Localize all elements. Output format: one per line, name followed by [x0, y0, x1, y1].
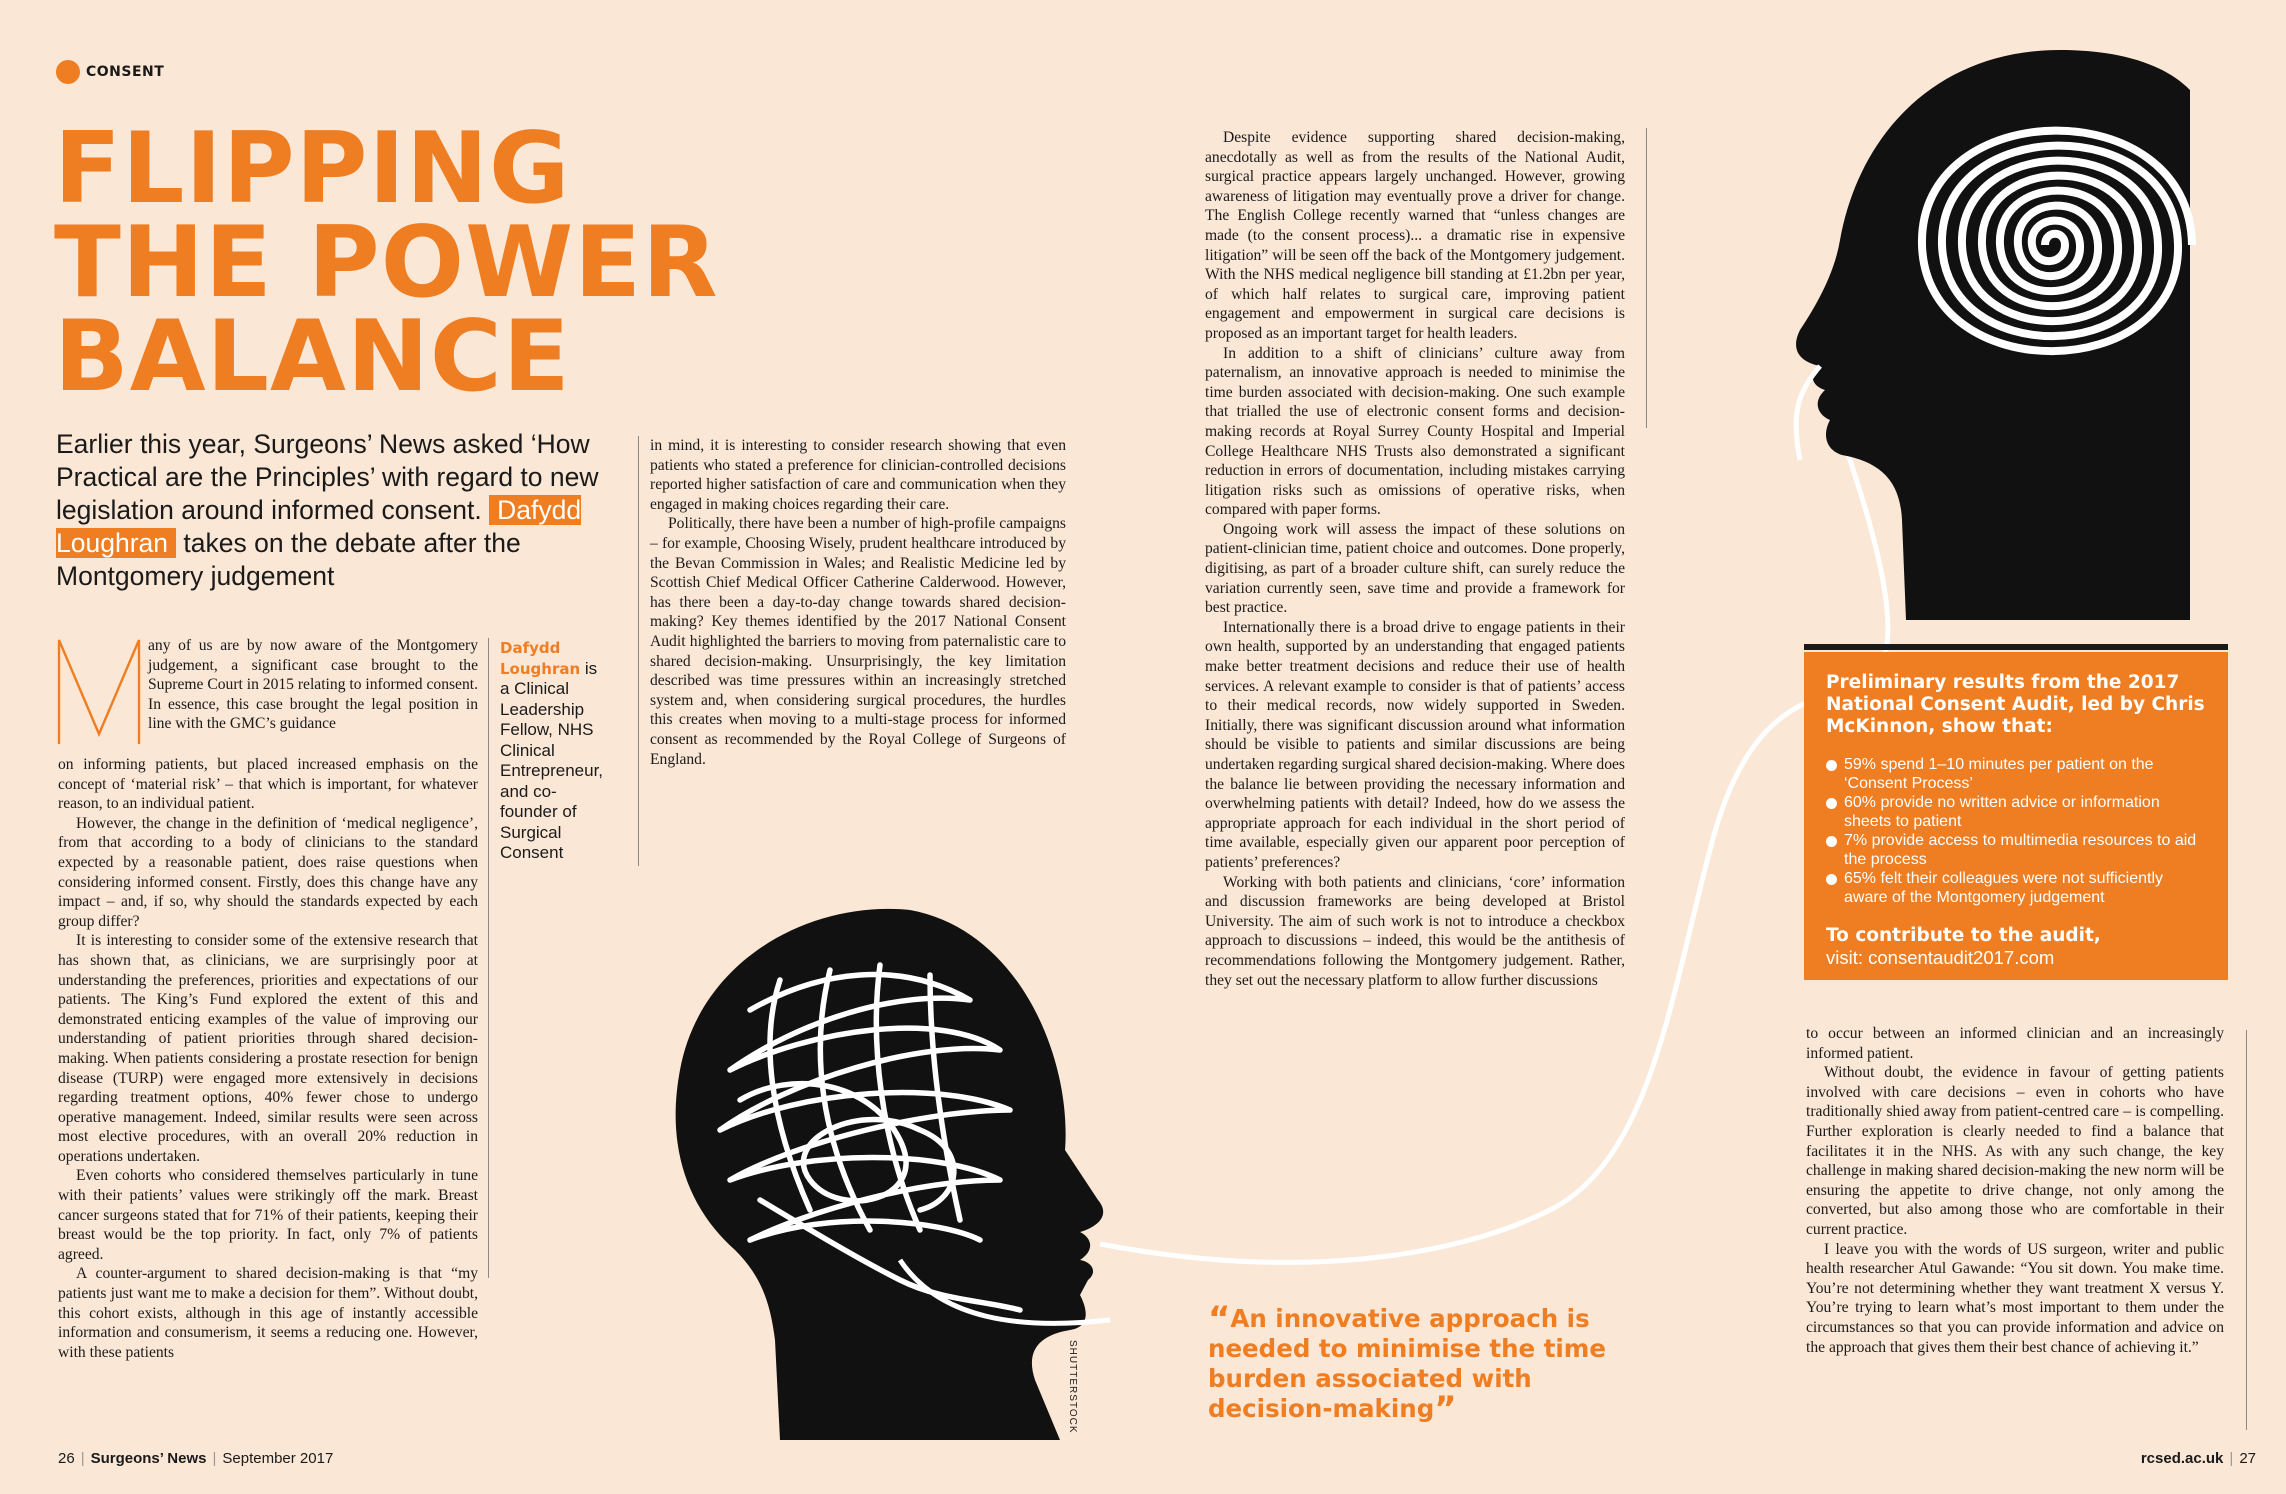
body-paragraph: It is interesting to consider some of the extensive research that has shown that, as clinicians, we are surprisingly poor at understanding the preferences, priorities and expectations of our patients. The King’s Fund explored the extent of this and demonstrated enticing examples of the value of improving our understanding of patient priorities through shared decision-making. When patients considering a prostate resection for benign disease (TURP) were engaged more extensively in decisions regarding treatment options, 40% fewer chose to undergo operative management. Indeed, similar results were seen across most elective procedures, with an overall 20% reduction in operations undertaken.: [58, 932, 478, 1165]
info-box-top-rule: [1804, 644, 2228, 650]
pull-quote-text: An innovative approach is needed to minimise the time burden associated with decision-making: [1208, 1304, 1606, 1423]
body-paragraph: on informing patients, but placed increased emphasis on the concept of ‘material risk’ – that which is important, for whatever reason, to an individual patient.: [58, 756, 478, 813]
body-paragraph: any of us are by now aware of the Montgomery judgement, a significant case brought to the Supreme Court in 2015 relating to informed consent. In essence, this case brought the legal position in line with the GMC’s guidance: [148, 637, 479, 733]
body-paragraph: in mind, it is interesting to consider research showing that even patients who stated a preference for clinician-controlled decisions reported higher satisfaction of care and communication when they engaged in making choices regarding their care.: [650, 437, 1066, 513]
info-box-list: [1826, 756, 2206, 907]
column-divider: [488, 638, 489, 1278]
info-box-item: 59% spend 1–10 minutes per patient on the ‘Consent Process’: [1826, 756, 2206, 793]
body-paragraph: However, the change in the definition of ‘medical negligence’, from that according to a body of clinicians to the standard expected by a reasonable patient, does raise questions when considering informed consent. Firstly, does this change have any impact – and, if so, why should the standards expected by each group differ?: [58, 814, 478, 930]
column-divider: [638, 436, 639, 866]
info-box-item: 60% provide no written advice or information sheets to patient: [1826, 794, 2206, 831]
dropcap-letter-graphic: [56, 634, 142, 746]
image-credit: SHUTTERSTOCK: [1067, 1340, 1078, 1434]
info-box-cta-line-1: To contribute to the audit,: [1826, 925, 2101, 946]
footer-right: rcsed.ac.uk | 27: [2140, 1450, 2256, 1467]
footer-left: 26 | Surgeons’ News | September 2017: [58, 1450, 334, 1467]
body-paragraph: I leave you with the words of US surgeon, writer and public health researcher Atul Gawande: “You sit down. You make time. You’re not determining whether they want treatment X versus Y. You’re trying to learn what’s most important to them under the circumstances so that you can provide information and advice on the approach that gives them their best chance of achieving it.”: [1806, 1240, 2224, 1356]
body-paragraph: Ongoing work will assess the impact of these solutions on patient-clinician time, patient choice and outcomes. Done properly, digitising, as part of a broader culture shift, can surely reduce the variation currently seen, save time and provide a framework for best practice.: [1205, 520, 1625, 617]
info-box-item: 65% felt their colleagues were not sufficiently aware of the Montgomery judgement: [1826, 870, 2206, 907]
info-box-cta: [1826, 925, 2206, 969]
head-silhouette: [1796, 50, 2190, 620]
standfirst-text: Earlier this year, Surgeons’ News asked ‘How Practical are the Principles’ with regard to new legislation around informed consent.: [56, 429, 599, 525]
body-paragraph: Despite evidence supporting shared decision-making, anecdotally as well as from the results of the National Audit, surgical practice appears largely unchanged. However, growing awareness of litigation may eventually prove a driver for change. The English College recently warned that “unless changes are made (to the consent process)... a dramatic rise in expensive litigation” will be seen off the back of the Montgomery judgement. With the NHS medical negligence bill standing at £1.2bn per year, of which half relates to surgical care, improving patient engagement and empowerment in surgical care decisions is proposed as an important target for health leaders.: [1205, 129, 1625, 342]
body-paragraph: A counter-argument to shared decision-making is that “my patients just want me to make a decision for them”. Without doubt, this cohort exists, although in this age of instantly accessible information and consumerism, it seems a reducing one. However, with these patients: [58, 1265, 478, 1361]
pull-quote: [1208, 1299, 1608, 1429]
body-paragraph: Working with both patients and clinicians, ‘core’ information and discussion frameworks are being developed at Bristol University. The aim of such work is not to introduce a checkbox approach to discussions – indeed, this would be the antithesis of recommendations following the Montgomery judgement. Rather, they set out the necessary platform to allow further discussions: [1205, 873, 1625, 989]
author-bio-name: Dafydd Loughran: [500, 639, 581, 678]
column-divider: [1646, 128, 1647, 428]
body-column-2: [650, 436, 1066, 769]
column-divider: [2246, 1030, 2247, 1430]
body-paragraph: Internationally there is a broad drive to engage patients in their own health, supported by an understanding that engaged patients make better treatment decisions and reduce their use of health services. A relevant example to consider is that of patients’ access to their medical records, now widely supported in Sweden. Initially, there was significant discussion around what information should be visible to patients and similar discussions are being undertaken regarding surgical shared decision-making. Where does the balance lie between providing the necessary information and overwhelming patients with detail? Indeed, how do we assess the appropriate approach for each individual in the short period of time available, especially given our apparent poor perception of patients’ preferences?: [1205, 618, 1625, 871]
info-box-item: 7% provide access to multimedia resources to aid the process: [1826, 832, 2206, 869]
article-title: [54, 112, 754, 414]
page-number-left: 26: [58, 1450, 75, 1467]
author-bio: [500, 638, 604, 864]
author-bio-text: is a Clinical Leadership Fellow, NHS Clinical Entrepreneur, and co-founder of Surgical Consent: [500, 658, 604, 862]
body-paragraph: In addition to a shift of clinicians’ culture away from paternalism, an innovative approach is needed to minimise the time burden associated with decision-making. One such example that trialled the use of electronic consent forms and decision-making records at Royal Surrey County Hospital and Imperial College Healthcare NHS Trusts also demonstrated a significant reduction in errors of documentation, including mistakes carrying litigation risks such as omissions of operative risks, when compared with paper forms.: [1205, 344, 1625, 519]
dropcap: [56, 634, 142, 751]
spiral-head-illustration: [1760, 30, 2250, 630]
body-column-1: [58, 755, 478, 1362]
body-paragraph: Without doubt, the evidence in favour of getting patients involved with care decisions – even in cohorts who have traditionally shied away from patient-centred care – is compelling. Further exploration is clearly needed to find a balance that facilitates it in the NHS. As with any such change, the key challenge in making shared decision-making the new norm will be ensuring the appetite to drive change, not only among the converted, but also among those who are comfortable in their current practice.: [1806, 1064, 2224, 1238]
tangled-head-illustration: [640, 880, 1100, 1440]
page-number-right: 27: [2239, 1450, 2256, 1467]
title-line-3: BALANCE: [54, 300, 571, 414]
standfirst-author: Dafydd Loughran: [56, 495, 582, 558]
close-quote-icon: ”: [1434, 1389, 1457, 1429]
audit-results-box: [1804, 652, 2228, 980]
body-column-4: [1806, 1024, 2224, 1357]
body-paragraph: Politically, there have been a number of high-profile campaigns – for example, Choosing Wisely, prudent healthcare introduced by the Bevan Commission in Wales; and Realistic Medicine led by Scottish Chief Medical Officer Catherine Calderwood. However, has there been a day-to-day change towards shared decision-making? Key themes identified by the 2017 National Consent Audit highlighted the barriers to moving from paternalistic care to shared decision-making. Unsurprisingly, the key limitation described was time pressures within an increasingly stretched system and, when considering surgical procedures, the hurdles this creates when moving to a multi-stage process for informed consent as recommended by the Royal College of Surgeons of England.: [650, 515, 1066, 768]
open-quote-icon: “: [1208, 1299, 1231, 1339]
body-column-1-intro: [148, 636, 478, 734]
info-box-title: Preliminary results from the 2017 National Consent Audit, led by Chris McKinnon, show that:: [1826, 672, 2205, 737]
standfirst: [56, 428, 616, 593]
section-dot-icon: [56, 60, 80, 84]
section-label: CONSENT: [86, 64, 165, 80]
body-paragraph: Even cohorts who considered themselves particularly in tune with their patients’ values were strikingly off the mark. Breast cancer surgeons stated that for 71% of their patients, keeping their breast would be the top priority. In fact, only 7% of patients agreed.: [58, 1167, 478, 1263]
title-line-2: THE POWER: [54, 206, 719, 320]
section-tag: [56, 60, 164, 84]
body-paragraph: to occur between an informed clinician and an increasingly informed patient.: [1806, 1025, 2224, 1062]
magazine-name: Surgeons’ News: [90, 1450, 207, 1467]
site-link[interactable]: rcsed.ac.uk: [2140, 1450, 2224, 1467]
issue-date: September 2017: [222, 1450, 334, 1467]
title-line-1: FLIPPING: [54, 112, 571, 226]
info-box-cta-link[interactable]: visit: consentaudit2017.com: [1826, 947, 2055, 968]
standfirst-text-end: takes on the debate after the Montgomery judgement: [56, 528, 521, 591]
